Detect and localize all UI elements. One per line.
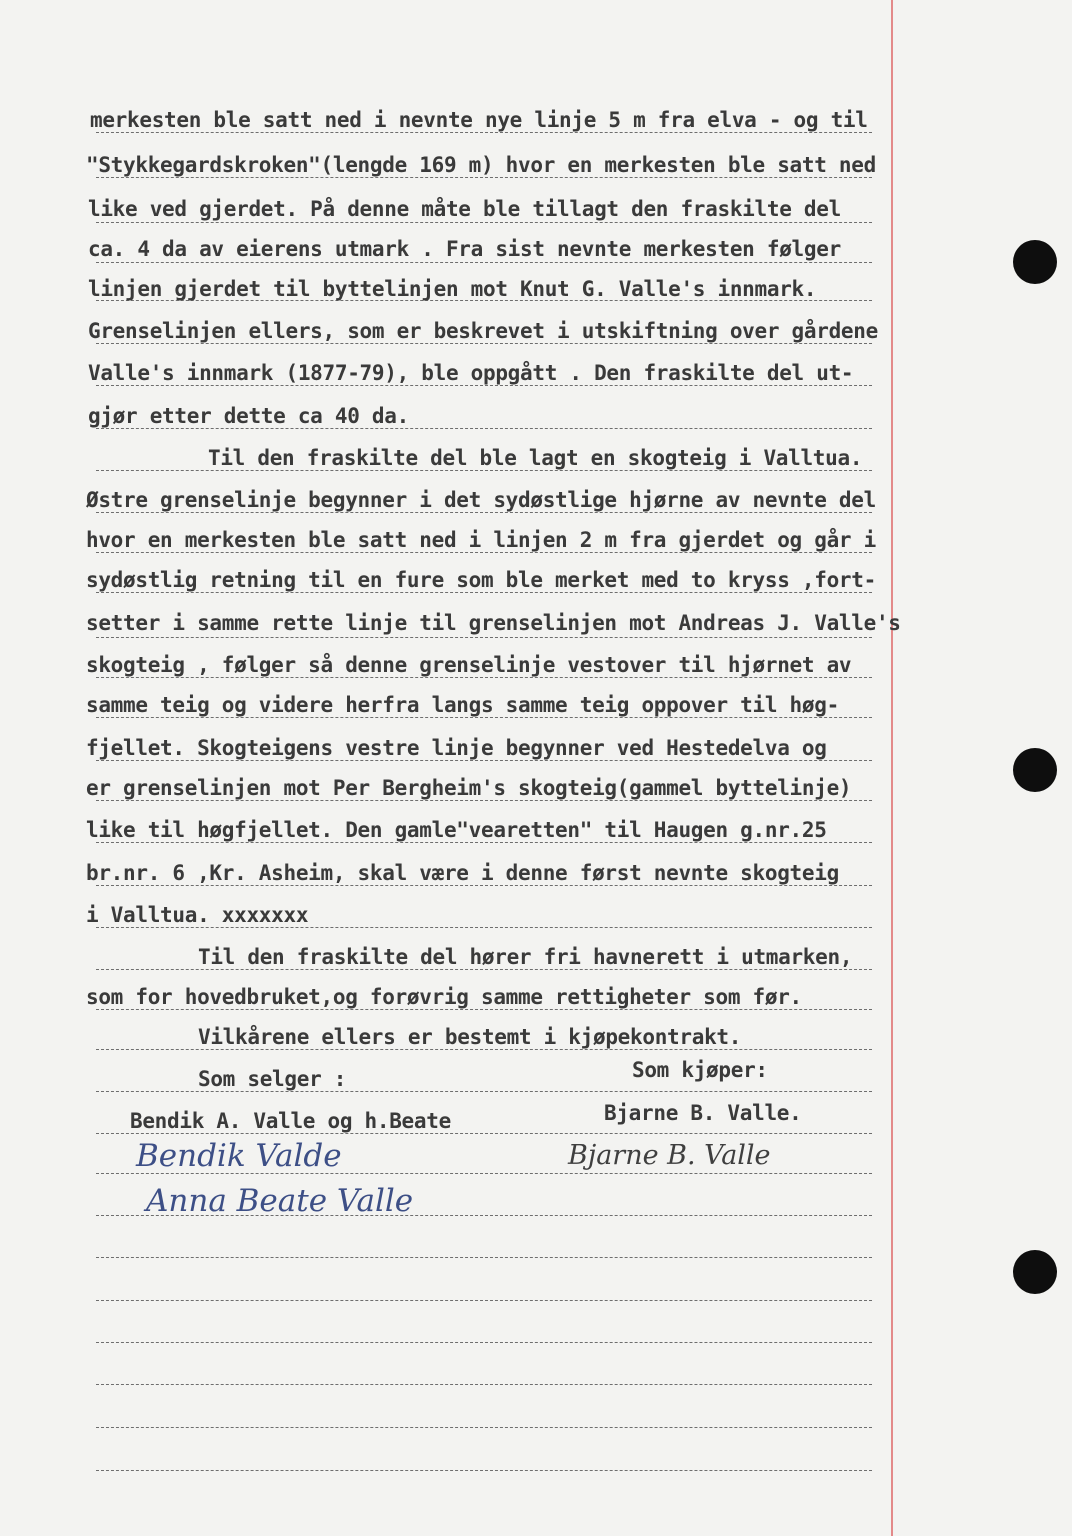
rule-line <box>96 969 872 970</box>
rule-line <box>96 885 872 886</box>
text-line: samme teig og videre herfra langs samme teig oppover til høg- <box>86 693 839 717</box>
text-line: like til høgfjellet. Den gamle"vearetten" til Haugen g.nr.25 <box>86 818 827 842</box>
text-line: setter i samme rette linje til grenselinjen mot Andreas J. Valle's <box>86 611 901 635</box>
rule-line <box>96 800 872 801</box>
rule-line <box>96 927 872 928</box>
text-line: like ved gjerdet. På denne måte ble tillagt den fraskilte del <box>88 197 841 221</box>
rule-line <box>96 222 872 223</box>
rule-line <box>96 1342 872 1343</box>
rule-line <box>96 177 872 178</box>
text-line: Grenselinjen ellers, som er beskrevet i utskiftning over gårdene <box>88 319 878 343</box>
text-line: br.nr. 6 ,Kr. Asheim, skal være i denne først nevnte skogteig <box>86 861 839 885</box>
rule-line <box>96 1133 872 1134</box>
punch-hole <box>1013 748 1057 792</box>
rule-line <box>96 592 872 593</box>
rule-line <box>96 552 872 553</box>
punch-hole <box>1013 1250 1057 1294</box>
rule-line <box>96 1470 872 1471</box>
rule-line <box>96 132 872 133</box>
punch-hole <box>1013 240 1057 284</box>
text-line: som for hovedbruket,og forøvrig samme rettigheter som før. <box>86 985 802 1009</box>
margin-rule <box>891 0 893 1536</box>
rule-line <box>96 262 872 263</box>
text-line: gjør etter dette ca 40 da. <box>88 404 409 428</box>
rule-line <box>96 1009 872 1010</box>
rule-line <box>96 1049 872 1050</box>
text-line: skogteig , følger så denne grenselinje vestover til hjørnet av <box>86 653 852 677</box>
rule-line <box>96 1091 872 1092</box>
seller-signature: Anna Beate Valle <box>146 1183 414 1219</box>
rule-line <box>96 717 872 718</box>
buyer-typed-name: Bjarne B. Valle. <box>604 1101 802 1125</box>
text-line: Til den fraskilte del hører fri havnerett i utmarken, <box>198 945 853 969</box>
text-line: linjen gjerdet til byttelinjen mot Knut G. Valle's innmark. <box>88 277 817 301</box>
text-line: merkesten ble satt ned i nevnte nye linje 5 m fra elva - og til <box>90 108 868 132</box>
rule-line <box>96 470 872 471</box>
buyer-heading: Som kjøper: <box>632 1058 768 1082</box>
rule-line <box>96 512 872 513</box>
text-line: i Valltua. xxxxxxx <box>86 903 309 927</box>
text-line: Valle's innmark (1877-79), ble oppgått . Den fraskilte del ut- <box>88 361 854 385</box>
rule-line <box>96 637 872 638</box>
text-line: er grenselinjen mot Per Bergheim's skogteig(gammel byttelinje) <box>86 776 852 800</box>
buyer-signature: Bjarne B. Valle <box>568 1140 771 1171</box>
text-line: "Stykkegardskroken"(lengde 169 m) hvor en merkesten ble satt ned <box>86 153 876 177</box>
rule-line <box>96 1257 872 1258</box>
rule-line <box>96 428 872 429</box>
rule-line <box>96 1300 872 1301</box>
text-line: Til den fraskilte del ble lagt en skogteig i Valltua. <box>208 446 863 470</box>
text-line: fjellet. Skogteigens vestre linje begynner ved Hestedelva og <box>86 736 827 760</box>
text-line: Vilkårene ellers er bestemt i kjøpekontrakt. <box>198 1025 742 1049</box>
text-line: hvor en merkesten ble satt ned i linjen 2 m fra gjerdet og går i <box>86 528 876 552</box>
rule-line <box>96 343 872 344</box>
rule-line <box>96 1427 872 1428</box>
seller-signature: Bendik Valde <box>136 1138 342 1174</box>
text-line: Østre grenselinje begynner i det sydøstlige hjørne av nevnte del <box>86 488 876 512</box>
rule-line <box>96 385 872 386</box>
text-line: sydøstlig retning til en fure som ble merket med to kryss ,fort- <box>86 568 876 592</box>
seller-heading: Som selger : <box>198 1067 347 1091</box>
seller-typed-name: Bendik A. Valle og h.Beate <box>130 1109 451 1133</box>
text-line: ca. 4 da av eierens utmark . Fra sist nevnte merkesten følger <box>88 237 841 261</box>
rule-line <box>96 677 872 678</box>
rule-line <box>96 842 872 843</box>
rule-line <box>96 1384 872 1385</box>
rule-line <box>96 760 872 761</box>
